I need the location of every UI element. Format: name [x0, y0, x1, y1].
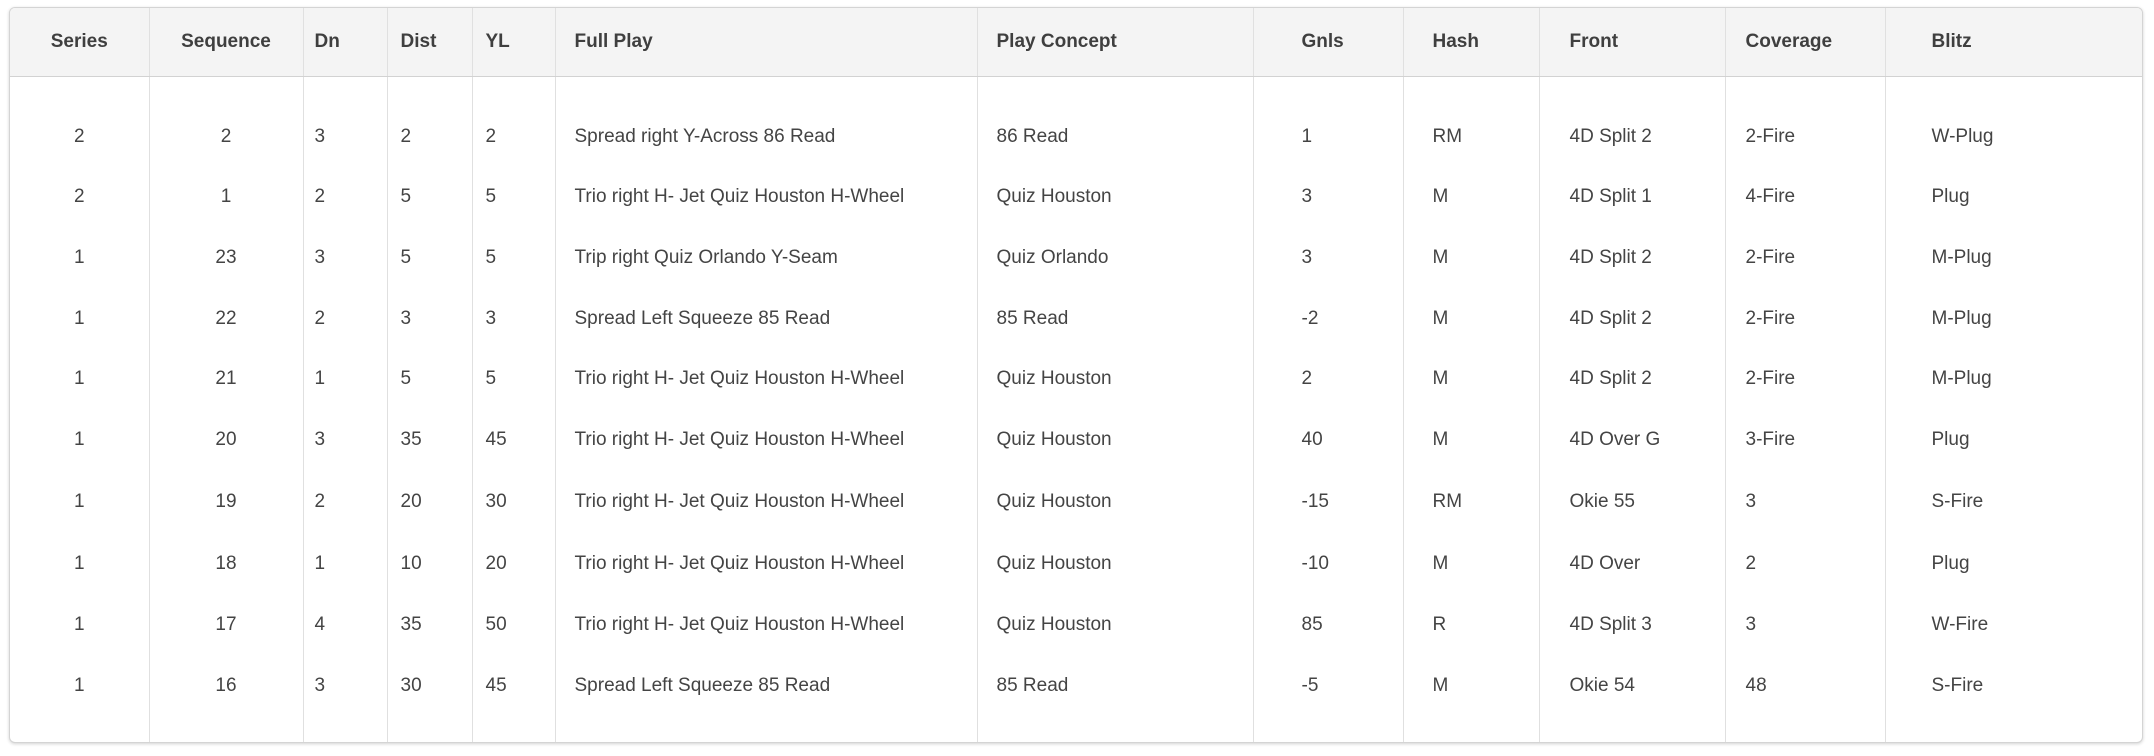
cell-sequence: 19: [149, 470, 303, 534]
cell-play-concept: Quiz Houston: [977, 409, 1253, 470]
cell-gnls: -2: [1253, 288, 1403, 349]
cell-hash: M: [1403, 167, 1539, 228]
column-header-full-play[interactable]: Full Play: [555, 8, 977, 76]
cell-dn: 3: [303, 409, 387, 470]
plays-table-card: [9, 7, 2143, 743]
cell-play-concept: Quiz Houston: [977, 534, 1253, 595]
cell-full-play: Trio right H- Jet Quiz Houston H-Wheel: [555, 167, 977, 228]
column-header-gnls[interactable]: Gnls: [1253, 8, 1403, 76]
cell-dist: 30: [387, 655, 472, 717]
cell-coverage: 48: [1725, 655, 1885, 717]
cell-full-play: Trip right Quiz Orlando Y-Seam: [555, 228, 977, 289]
cell-dist: 2: [387, 107, 472, 168]
cell-series: 1: [10, 470, 149, 534]
cell-dist: 10: [387, 534, 472, 595]
cell-front: 4D Split 2: [1539, 349, 1725, 410]
cell-full-play: Trio right H- Jet Quiz Houston H-Wheel: [555, 349, 977, 410]
cell-hash: M: [1403, 228, 1539, 289]
cell-dn: 3: [303, 655, 387, 717]
cell-coverage: 4-Fire: [1725, 167, 1885, 228]
cell-front: 4D Split 3: [1539, 595, 1725, 656]
header-row: [10, 8, 2143, 76]
table-row[interactable]: [10, 349, 2143, 410]
cell-coverage: 2-Fire: [1725, 107, 1885, 168]
cell-play-concept: Quiz Houston: [977, 167, 1253, 228]
cell-series: 1: [10, 409, 149, 470]
cell-series: 1: [10, 288, 149, 349]
cell-front: 4D Split 2: [1539, 228, 1725, 289]
table-row[interactable]: [10, 167, 2143, 228]
cell-dn: 2: [303, 167, 387, 228]
cell-dist: 35: [387, 595, 472, 656]
cell-dn: 1: [303, 349, 387, 410]
cell-series: 2: [10, 167, 149, 228]
cell-hash: M: [1403, 288, 1539, 349]
cell-play-concept: Quiz Houston: [977, 470, 1253, 534]
cell-blitz: M-Plug: [1931, 307, 1992, 329]
cell-dist: 5: [387, 167, 472, 228]
column-header-dn[interactable]: Dn: [303, 8, 387, 76]
cell-yl: 2: [472, 107, 555, 168]
cell-dn: 2: [303, 288, 387, 349]
cell-series: 1: [10, 349, 149, 410]
cell-yl: 5: [472, 349, 555, 410]
cell-front: Okie 55: [1539, 470, 1725, 534]
table-row[interactable]: [10, 228, 2143, 289]
cell-hash: R: [1403, 595, 1539, 656]
cell-play-concept: 86 Read: [977, 107, 1253, 168]
cell-yl: 30: [472, 470, 555, 534]
cell-play-concept: Quiz Houston: [977, 595, 1253, 656]
table-header: [10, 8, 2143, 76]
cell-front: 4D Split 1: [1539, 167, 1725, 228]
cell-front: 4D Over G: [1539, 409, 1725, 470]
cell-sequence: 2: [149, 107, 303, 168]
cell-dist: 3: [387, 288, 472, 349]
table-row[interactable]: [10, 107, 2143, 168]
column-header-play-concept[interactable]: Play Concept: [977, 8, 1253, 76]
cell-front: Okie 54: [1539, 655, 1725, 717]
column-header-blitz[interactable]: Blitz: [1885, 8, 2143, 76]
cell-blitz: Plug: [1931, 553, 1970, 575]
cell-series: 1: [10, 228, 149, 289]
table-row[interactable]: [10, 288, 2143, 349]
cell-full-play: Trio right H- Jet Quiz Houston H-Wheel: [555, 595, 977, 656]
cell-dist: 35: [387, 409, 472, 470]
cell-front: 4D Over: [1539, 534, 1725, 595]
table-row[interactable]: [10, 595, 2143, 656]
cell-hash: RM: [1403, 470, 1539, 534]
cell-gnls: -5: [1253, 655, 1403, 717]
cell-dn: 4: [303, 595, 387, 656]
column-header-coverage[interactable]: Coverage: [1725, 8, 1885, 76]
table-row[interactable]: [10, 470, 2143, 534]
cell-sequence: 20: [149, 409, 303, 470]
cell-yl: 5: [472, 167, 555, 228]
cell-coverage: 2-Fire: [1725, 228, 1885, 289]
cell-blitz: Plug: [1931, 186, 1970, 208]
cell-blitz: W-Fire: [1931, 613, 1989, 635]
cell-full-play: Trio right H- Jet Quiz Houston H-Wheel: [555, 534, 977, 595]
cell-dist: 5: [387, 228, 472, 289]
cell-play-concept: 85 Read: [977, 655, 1253, 717]
cell-series: 2: [10, 107, 149, 168]
cell-yl: 5: [472, 228, 555, 289]
cell-sequence: 22: [149, 288, 303, 349]
cell-yl: 45: [472, 409, 555, 470]
cell-play-concept: Quiz Orlando: [977, 228, 1253, 289]
cell-yl: 50: [472, 595, 555, 656]
cell-full-play: Spread Left Squeeze 85 Read: [555, 655, 977, 717]
cell-gnls: 40: [1253, 409, 1403, 470]
cell-blitz: W-Plug: [1931, 125, 1994, 147]
cell-gnls: 3: [1253, 167, 1403, 228]
cell-blitz: M-Plug: [1931, 246, 1992, 268]
cell-hash: M: [1403, 534, 1539, 595]
cell-full-play: Spread Left Squeeze 85 Read: [555, 288, 977, 349]
cell-dn: 1: [303, 534, 387, 595]
cell-gnls: 3: [1253, 228, 1403, 289]
cell-sequence: 23: [149, 228, 303, 289]
cell-coverage: 3: [1725, 470, 1885, 534]
cell-gnls: 1: [1253, 107, 1403, 168]
cell-gnls: 2: [1253, 349, 1403, 410]
table-row[interactable]: [10, 655, 2143, 717]
table-row[interactable]: [10, 534, 2143, 595]
cell-yl: 45: [472, 655, 555, 717]
table-top-spacer: [10, 76, 2143, 107]
cell-coverage: 3: [1725, 595, 1885, 656]
cell-series: 1: [10, 595, 149, 656]
cell-blitz: M-Plug: [1931, 368, 1992, 390]
table-row[interactable]: [10, 409, 2143, 470]
cell-dn: 3: [303, 107, 387, 168]
cell-dn: 3: [303, 228, 387, 289]
column-header-dist[interactable]: Dist: [387, 8, 472, 76]
cell-yl: 3: [472, 288, 555, 349]
column-header-front[interactable]: Front: [1539, 8, 1725, 76]
cell-coverage: 2-Fire: [1725, 288, 1885, 349]
cell-hash: M: [1403, 655, 1539, 717]
cell-dn: 2: [303, 470, 387, 534]
cell-play-concept: 85 Read: [977, 288, 1253, 349]
column-header-sequence[interactable]: Sequence: [149, 8, 303, 76]
cell-dist: 5: [387, 349, 472, 410]
cell-series: 1: [10, 534, 149, 595]
table-bottom-spacer: [10, 717, 2143, 743]
column-header-hash[interactable]: Hash: [1403, 8, 1539, 76]
cell-sequence: 18: [149, 534, 303, 595]
cell-full-play: Trio right H- Jet Quiz Houston H-Wheel: [555, 470, 977, 534]
cell-hash: RM: [1403, 107, 1539, 168]
cell-full-play: Spread right Y-Across 86 Read: [555, 107, 977, 168]
cell-sequence: 21: [149, 349, 303, 410]
plays-table: [10, 8, 2143, 743]
cell-series: 1: [10, 655, 149, 717]
cell-sequence: 1: [149, 167, 303, 228]
cell-yl: 20: [472, 534, 555, 595]
cell-play-concept: Quiz Houston: [977, 349, 1253, 410]
cell-blitz: S-Fire: [1931, 491, 1984, 513]
column-header-series[interactable]: Series: [10, 8, 149, 76]
cell-gnls: 85: [1253, 595, 1403, 656]
cell-coverage: 3-Fire: [1725, 409, 1885, 470]
cell-dist: 20: [387, 470, 472, 534]
cell-sequence: 16: [149, 655, 303, 717]
table-body: [10, 76, 2143, 743]
cell-blitz: S-Fire: [1931, 675, 1984, 697]
cell-coverage: 2: [1725, 534, 1885, 595]
cell-full-play: Trio right H- Jet Quiz Houston H-Wheel: [555, 409, 977, 470]
cell-front: 4D Split 2: [1539, 107, 1725, 168]
cell-sequence: 17: [149, 595, 303, 656]
cell-gnls: -15: [1253, 470, 1403, 534]
column-header-yl[interactable]: YL: [472, 8, 555, 76]
cell-hash: M: [1403, 409, 1539, 470]
cell-blitz: Plug: [1931, 428, 1970, 450]
cell-front: 4D Split 2: [1539, 288, 1725, 349]
cell-coverage: 2-Fire: [1725, 349, 1885, 410]
cell-gnls: -10: [1253, 534, 1403, 595]
cell-hash: M: [1403, 349, 1539, 410]
